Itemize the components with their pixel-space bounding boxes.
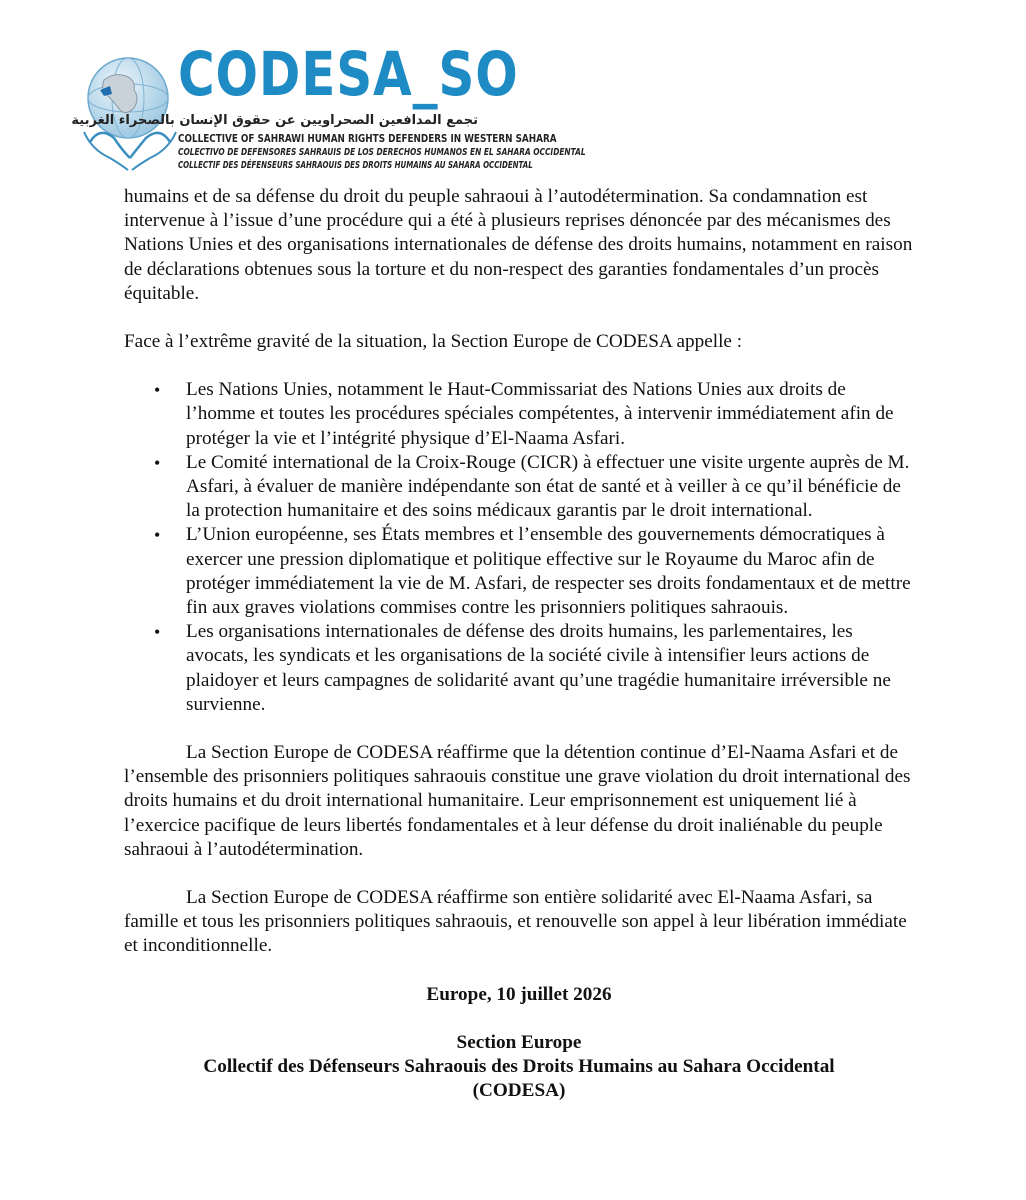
logo-french-name: COLLECTIF DES DÉFENSEURS SAHRAOUIS DES DROITS HUMAINS AU SAHARA OCCIDENTAL [178, 160, 533, 171]
signature-section: Section Europe [456, 1031, 582, 1053]
signature-organization: Collectif des Défenseurs Sahraouis des Droits Humains au Sahara Occidental [203, 1056, 835, 1078]
call-paragraph: Face à l’extrême gravité de la situation, la Section Europe de CODESA appelle : [124, 331, 743, 353]
list-item: • Le Comité international de la Croix-Rouge (CICR) à effectuer une visite urgente auprès de M. Asfari, à évaluer de manière indépendante son état de santé et à veiller à ce qu’il bénéficie de la protection humanitaire et des soins médicaux garantis par le droit international. [124, 451, 914, 524]
reaffirm-detention-paragraph: La Section Europe de CODESA réaffirme que la détention continue d’El-Naama Asfari et de l’ensemble des prisonniers politiques sahraouis constitue une grave violation du droit international des droits humains et du droit international humanitaire. Leur emprisonnement est uniquement lié à l’exercice pacifique de leurs libertés fondamentales et à leur défense du droit inaliénable du peuple sahraoui à l’autodétermination. [124, 742, 911, 860]
intro-paragraph: humains et de sa défense du droit du peuple sahraoui à l’autodétermination. Sa condamnation est intervenue à l’issue d’une procédure qui a été à plusieurs reprises dénoncée par des mécanismes des Nations Unies et des organisations internationales de défense des droits humains, notamment en raison de déclarations obtenues sous la torture et du non-respect des garanties fondamentales d’un procès équitable. [124, 186, 913, 304]
reaffirm-solidarity-paragraph: La Section Europe de CODESA réaffirme son entière solidarité avec El-Naama Asfari, sa famille et tous les prisonniers politiques sahraouis, et renouvelle son appel à leur libération immédiate et inconditionnelle. [124, 887, 907, 957]
signature-place-date: Europe, 10 juillet 2026 [426, 983, 612, 1005]
logo-english-name: COLLECTIVE OF SAHRAWI HUMAN RIGHTS DEFENDERS IN WESTERN SAHARA [178, 133, 557, 145]
letterhead [70, 38, 586, 178]
list-item: • L’Union européenne, ses États membres et l’ensemble des gouvernements démocratiques à exercer une pression diplomatique et politique effective sur le Royaume du Maroc afin de protéger immédiatement la vie de M. Asfari, de respecter ses droits fondamentaux et de mettre fin aux graves violations commises contre les prisonniers politiques sahraouis. [124, 523, 914, 620]
logo-title: CODESA_SO [178, 39, 519, 110]
signature-acronym: (CODESA) [472, 1080, 566, 1102]
letter-body [124, 185, 914, 1104]
logo-spanish-name: COLECTIVO DE DEFENSORES SAHRAUIS DE LOS DERECHOS HUMANOS EN EL SAHARA OCCIDENTAL [178, 147, 586, 158]
logo-arabic-name: تجمع المدافعين الصحراويين عن حقوق الإنسان بالصحراء الغربية [71, 113, 478, 128]
list-item: • Les organisations internationales de défense des droits humains, les parlementaires, les avocats, les syndicats et les organisations de la société civile à intensifier leurs actions de plaidoyer et leurs campagnes de solidarité avant qu’une tragédie humanitaire irréversible ne survienne. [124, 620, 914, 717]
globe-hands-logo-icon [70, 46, 182, 178]
appeals-list [124, 378, 914, 717]
list-item: • Les Nations Unies, notamment le Haut-Commissariat des Nations Unies aux droits de l’homme et toutes les procédures spéciales compétentes, à intervenir immédiatement afin de protéger la vie et l’intégrité physique d’El-Naama Asfari. [124, 378, 914, 451]
